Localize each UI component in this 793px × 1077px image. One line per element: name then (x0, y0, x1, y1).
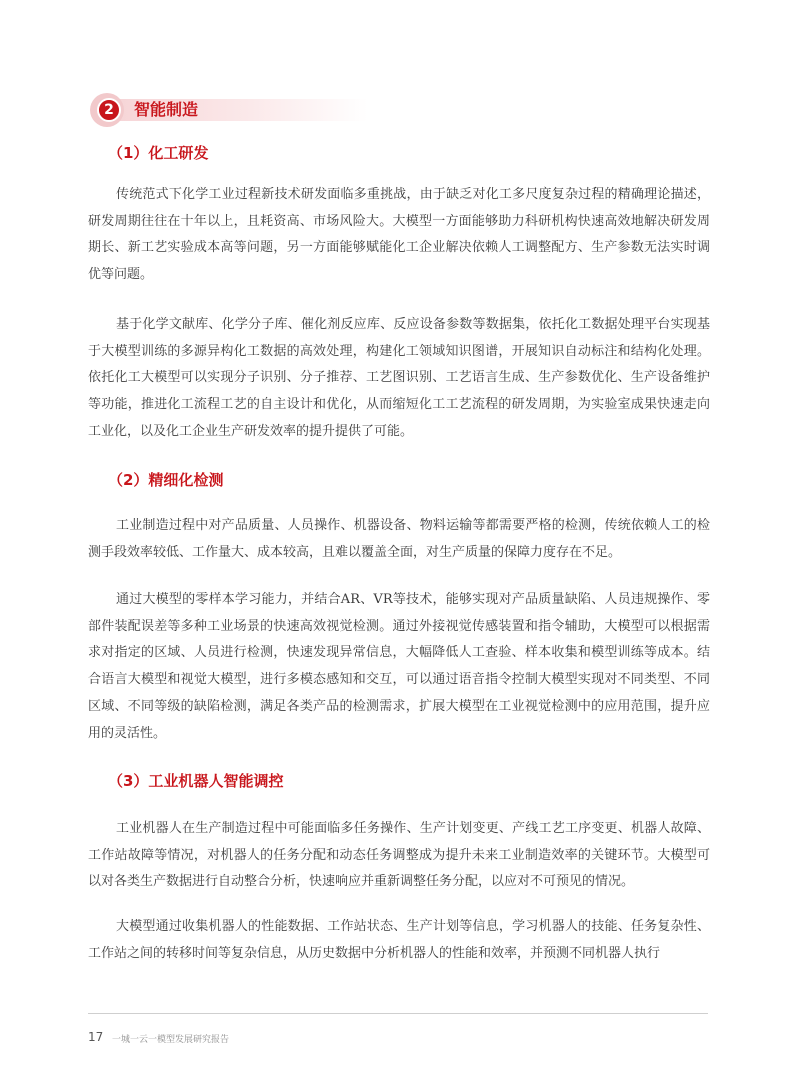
section-number-badge (90, 93, 124, 127)
paragraph: 工业制造过程中对产品质量、人员操作、机器设备、物料运输等都需要严格的检测，传统依赖人工的检测手段效率较低、工作量大、成本较高，且难以覆盖全面，对生产质量的保障力度存在不足。 (88, 518, 710, 560)
footer-divider (88, 1013, 708, 1014)
section-header (88, 93, 368, 127)
paragraph: 工业机器人在生产制造过程中可能面临多任务操作、生产计划变更、产线工艺工序变更、机器人故障、工作站故障等情况，对机器人的任务分配和动态任务调整成为提升未来工业制造效率的关键环节。大模型可以对各类生产数据进行自动整合分析，快速响应并重新调整任务分配，以应对不可预见的情况。 (88, 821, 710, 890)
section-number: 2 (97, 98, 121, 122)
footer-report-title: 一城一云一模型发展研究报告 (112, 1035, 230, 1045)
paragraph: 大模型通过收集机器人的性能数据、工作站状态、生产计划等信息，学习机器人的技能、任务复杂性、工作站之间的转移时间等复杂信息，从历史数据中分析机器人的性能和效率，并预测不同机器人执行 (88, 919, 710, 961)
subsection-heading-2: （2）精细化检测 (108, 471, 224, 489)
page-number: 17 (88, 1030, 104, 1044)
subsection-heading-3: （3）工业机器人智能调控 (108, 772, 284, 790)
section-title: 智能制造 (134, 100, 199, 119)
paragraph: 传统范式下化学工业过程新技术研发面临多重挑战，由于缺乏对化工多尺度复杂过程的精确理论描述，研发周期往往在十年以上，且耗资高、市场风险大。大模型一方面能够助力科研机构快速高效地解决研发周期长、新工艺实验成本高等问题，另一方面能够赋能化工企业解决依赖人工调整配方、生产参数无法实时调优等问题。 (88, 187, 710, 283)
subsection-heading-1: （1）化工研发 (108, 144, 209, 162)
paragraph: 基于化学文献库、化学分子库、催化剂反应库、反应设备参数等数据集，依托化工数据处理平台实现基于大模型训练的多源异构化工数据的高效处理，构建化工领域知识图谱，开展知识自动标注和结构化处理。依托化工大模型可以实现分子识别、分子推荐、工艺图识别、工艺语言生成、生产参数优化、生产设备维护等功能，推进化工流程工艺的自主设计和优化，从而缩短化工工艺流程的研发周期，为实验室成果快速走向工业化，以及化工企业生产研发效率的提升提供了可能。 (88, 317, 710, 439)
paragraph: 通过大模型的零样本学习能力，并结合AR、VR等技术，能够实现对产品质量缺陷、人员违规操作、零部件装配误差等多种工业场景的快速高效视觉检测。通过外接视觉传感装置和指令辅助，大模型可以根据需求对指定的区域、人员进行检测，快速发现异常信息，大幅降低人工查验、样本收集和模型训练等成本。结合语言大模型和视觉大模型，进行多模态感知和交互，可以通过语音指令控制大模型实现对不同类型、不同区域、不同等级的缺陷检测，满足各类产品的检测需求，扩展大模型在工业视觉检测中的应用范围，提升应用的灵活性。 (88, 592, 710, 741)
